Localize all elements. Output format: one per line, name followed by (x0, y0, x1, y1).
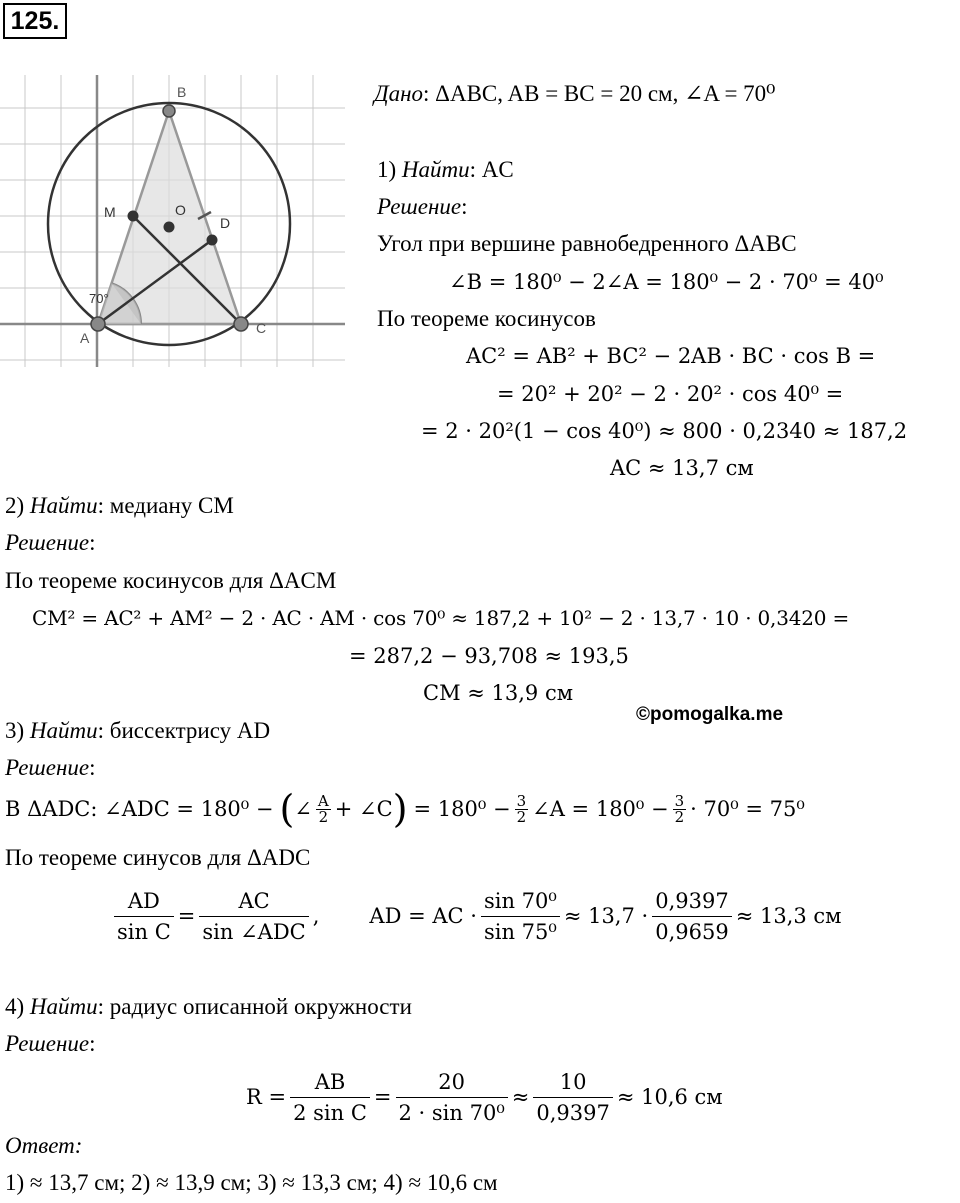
given-text: : ΔABC, AB = BC = 20 см, ∠A = 70⁰ (423, 81, 776, 106)
point-b (163, 105, 175, 117)
label-o: O (175, 202, 186, 218)
part3-frac-values-den: 0,9659 (655, 919, 729, 944)
part3-frac-32a-num: 3 (516, 791, 527, 810)
label-m: M (104, 204, 116, 220)
part3-frac-32b-den: 2 (674, 807, 685, 826)
part3-l1-start: В ΔADC: ∠ADC = 180⁰ − (5, 797, 274, 821)
part1-solution-word: Решение (377, 194, 462, 219)
part4-frac-20-den: 2 · sin 70⁰ (398, 1100, 505, 1125)
part3-line1 (5, 782, 805, 836)
part3-frac-sin70-num: sin 70⁰ (481, 886, 560, 917)
part3-frac-a2-num: A (317, 791, 329, 810)
part4-radius-formula (246, 1057, 723, 1137)
part4-frac-ab-num: AB (290, 1067, 370, 1098)
part4-frac-ab-den: 2 sin C (293, 1100, 367, 1125)
part3-comma: , (312, 904, 320, 928)
point-d (207, 235, 218, 246)
watermark: ©pomogalka.me (636, 704, 784, 725)
part3-frac-32a (515, 791, 529, 826)
part4-frac-20-num: 20 (396, 1067, 508, 1098)
part2-find-text: : медиану CM (97, 493, 234, 518)
label-c: C (256, 320, 267, 336)
part4-equals: = (373, 1085, 392, 1109)
part3-frac-ad-sinc (114, 886, 174, 947)
part1-line2: ∠B = 180⁰ − 2∠A = 180⁰ − 2 · 70⁰ = 40⁰ (449, 270, 884, 294)
part3-frac-values-num: 0,9397 (652, 886, 731, 917)
part3-frac-ac-sinadc (199, 886, 308, 947)
part3-find-label: Найти (29, 718, 98, 743)
part3-approx1: ≈ 13,7 · (563, 904, 649, 928)
part1-solution-colon: : (461, 194, 468, 219)
part1-find-label: Найти (401, 157, 470, 182)
part3-paren-left: ( (279, 787, 295, 831)
label-b: B (177, 84, 187, 100)
part3-frac-sin70-sin75 (481, 886, 560, 947)
point-o (164, 222, 175, 233)
part4-result: ≈ 10,6 см (616, 1085, 723, 1109)
part4-find-label: Найти (29, 994, 98, 1019)
part1-line5: = 20² + 20² − 2 · 20² · cos 40⁰ = (497, 382, 844, 406)
answer-label: Ответ: (5, 1133, 83, 1158)
part1-line1: Угол при вершине равнобедренного ΔABC (377, 231, 797, 256)
part3-solution-label (5, 753, 96, 783)
part2-solution-colon: : (89, 530, 96, 555)
part3-angle: ∠ (294, 797, 312, 821)
part2-line1: По теореме косинусов для ΔACM (5, 568, 337, 593)
part2-heading (5, 491, 234, 521)
part3-ad-eq: AD = AC · (369, 904, 477, 928)
part2-solution-word: Решение (5, 530, 90, 555)
part3-frac-32b-num: 3 (674, 791, 685, 810)
part4-number: 4) (5, 994, 25, 1019)
part3-frac-a2-den: 2 (318, 807, 329, 826)
part4-solution-colon: : (89, 1031, 96, 1056)
part3-l1-end: · 70⁰ = 75⁰ (690, 797, 805, 821)
point-c (234, 317, 248, 331)
part2-line4: CM ≈ 13,9 см (423, 681, 574, 705)
problem-number: 125. (3, 3, 67, 39)
part3-result: ≈ 13,3 см (735, 904, 842, 928)
part1-line4: AC² = AB² + BC² − 2AB · BC · cos B = (466, 344, 876, 368)
part3-l1-mid2: ∠A = 180⁰ − (532, 797, 669, 821)
given-line (374, 79, 775, 109)
part3-l1-mid: = 180⁰ − (413, 797, 511, 821)
part4-find-text: : радиус описанной окружности (97, 994, 412, 1019)
part3-heading (5, 716, 270, 746)
part1-line6: = 2 · 20²(1 − cos 40⁰) ≈ 800 · 0,2340 ≈ 187,2 (421, 419, 908, 443)
part3-frac-ad-sinc-den: sin C (117, 919, 171, 944)
part3-line2: По теореме синусов для ΔADC (5, 845, 311, 870)
label-d: D (220, 215, 231, 231)
part3-frac-32a-den: 2 (516, 807, 527, 826)
part4-frac-10 (533, 1067, 612, 1128)
part1-line7: AC ≈ 13,7 см (610, 456, 754, 480)
part1-find-text: : AC (469, 157, 514, 182)
triangle-figure (0, 75, 345, 370)
part3-frac-values (652, 886, 731, 947)
part2-number: 2) (5, 493, 25, 518)
part4-frac-10-den: 0,9397 (536, 1100, 610, 1125)
answer-text: 1) ≈ 13,7 см; 2) ≈ 13,9 см; 3) ≈ 13,3 см; 4) ≈ 10,6 см (5, 1170, 498, 1195)
part2-line3: = 287,2 − 93,708 ≈ 193,5 (349, 644, 629, 668)
point-a (91, 317, 105, 331)
part3-frac-ac-sinadc-num: AC (199, 886, 308, 917)
part3-sine-law (110, 876, 842, 956)
part3-solution-word: Решение (5, 755, 90, 780)
angle-label: 70° (89, 291, 109, 306)
part4-solution-label (5, 1029, 96, 1059)
part3-frac-ac-sinadc-den: sin ∠ADC (202, 919, 306, 944)
part4-heading (5, 992, 412, 1022)
part4-solution-word: Решение (5, 1031, 90, 1056)
part3-equals: = (177, 904, 196, 928)
part4-r-eq: R = (246, 1085, 287, 1109)
part2-solution-label (5, 528, 96, 558)
part4-approx: ≈ (511, 1085, 530, 1109)
part4-frac-20 (396, 1067, 508, 1128)
point-m (128, 211, 139, 222)
part1-line3: По теореме косинусов (377, 306, 596, 331)
part1-number: 1) (377, 157, 397, 182)
part1-heading (377, 155, 514, 185)
part3-frac-sin75-den: sin 75⁰ (483, 919, 557, 944)
part3-plus-c: + ∠C (334, 797, 393, 821)
part4-frac-10-num: 10 (533, 1067, 612, 1098)
part3-paren-right: ) (392, 787, 408, 831)
part3-solution-colon: : (89, 755, 96, 780)
part3-number: 3) (5, 718, 25, 743)
part2-find-label: Найти (29, 493, 98, 518)
part3-frac-a2 (316, 791, 331, 826)
part3-frac-ad-sinc-num: AD (114, 886, 174, 917)
given-label: Дано (374, 81, 424, 106)
part4-frac-ab (290, 1067, 370, 1128)
part3-frac-32b (673, 791, 687, 826)
part1-solution-label (377, 192, 468, 222)
part3-find-text: : биссектрису AD (97, 718, 271, 743)
part2-line2: CM² = AC² + AM² − 2 · AC · AM · cos 70⁰ ≈ 187,2 + 10² − 2 · 13,7 · 10 · 0,3420 = (32, 606, 850, 630)
label-a: A (80, 330, 90, 346)
